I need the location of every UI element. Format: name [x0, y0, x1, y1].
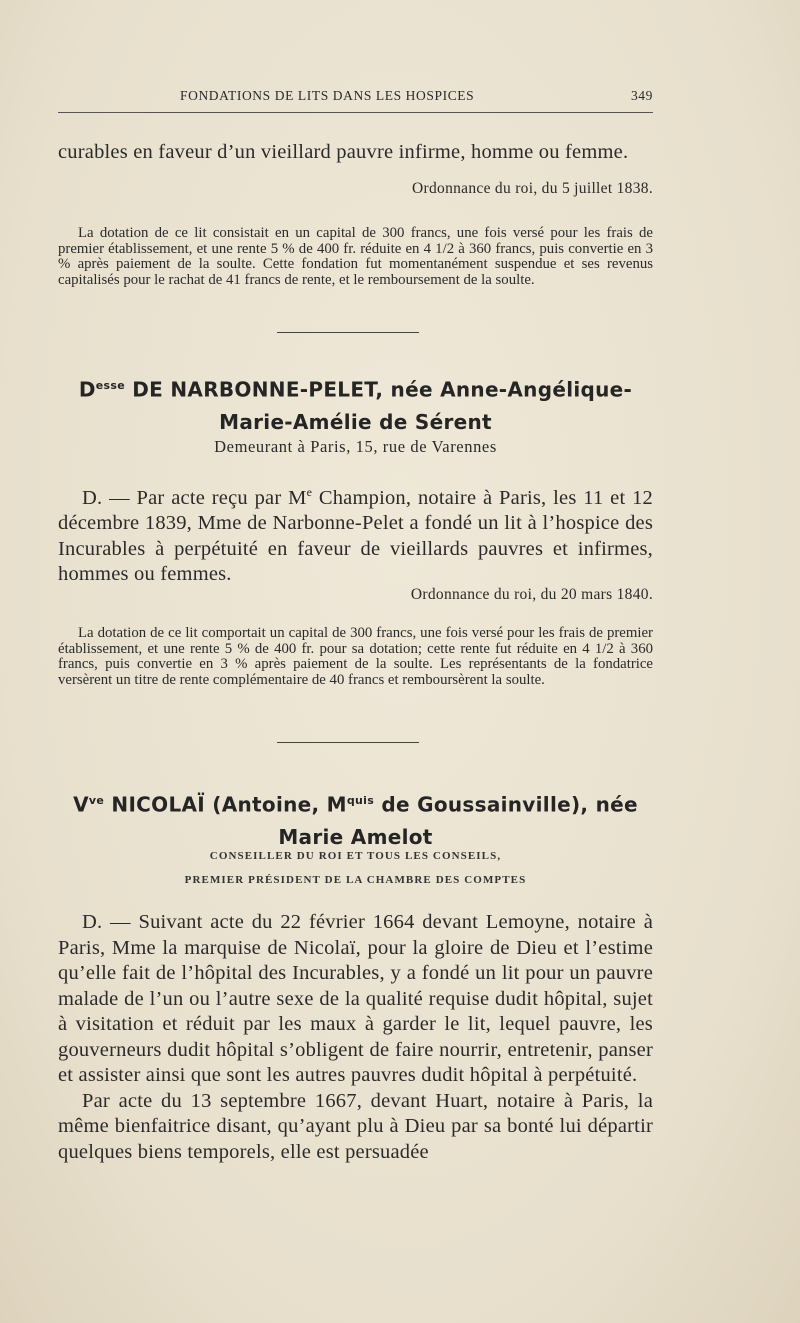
entry2-ordonnance: Ordonnance du roi, du 20 mars 1840.: [410, 586, 653, 603]
entry3-heading-sup: ve: [88, 794, 105, 807]
entry2-heading-line1: DE NARBONNE-PELET, née Anne-Angélique-: [124, 377, 633, 402]
separator-rule: [277, 742, 419, 743]
entry2-address: Demeurant à Paris, 15, rue de Varennes: [214, 437, 497, 456]
entry2-body-lead: D. — Par acte reçu par M: [82, 486, 307, 509]
entry3-title-line1: CONSEILLER DU ROI ET TOUS LES CONSEILS,: [209, 850, 502, 862]
entry3-title-line2: PREMIER PRÉSIDENT DE LA CHAMBRE DES COMPTES: [184, 874, 527, 886]
entry2-body-rest: Champion, notaire à Paris, les 11 et 12 décembre 1839, Mme de Narbonne-Pelet a fondé un lit à l’hospice des Incurables à perpétuité en faveur de vieillards pauvres et infirmes, hommes ou femmes.: [58, 486, 654, 586]
header-rule: [58, 112, 653, 113]
entry2-paragraph: [58, 480, 653, 588]
entry3-heading-part3: de Goussainville), née: [374, 792, 638, 817]
entry3-heading-sup2: quis: [346, 794, 375, 807]
entry2-note: La dotation de ce lit comportait un capital de 300 francs, une fois versé pour les frais de premier établissement, et une rente 5 % de 400 fr. pour sa dotation; cette rente fut réduite en 4 1/2 à 360 francs, puis convertie en 3 % après paiement de la soulte. Les représentants de la fondatrice versèrent un titre de rente complémentaire de 40 francs et remboursèrent la soulte.: [58, 625, 653, 688]
entry3-heading-part2: NICOLAÏ (Antoine, M: [104, 792, 347, 817]
entry2-body-sup: e: [306, 485, 313, 499]
page-number: 349: [630, 88, 653, 103]
entry3-paragraph1: D. — Suivant acte du 22 février 1664 devant Lemoyne, notaire à Paris, Mme la marquise de Nicolaï, pour la gloire de Dieu et l’estime qu’elle fait de l’hôpital des Incurables, y a fondé un lit pour un pauvre malade de l’un ou l’autre sexe de la qualité requise dudit hôpital, sujet à visitation et réduit par les maux à garder le lit, lequel pauvre, les gouverneurs dudit hôpital s’obligent de faire nourrir, entretenir, panser et assister ainsi que sont les autres pauvres dudit hôpital à perpétuité.: [58, 911, 653, 1086]
entry3-paragraph2: Par acte du 13 septembre 1667, devant Huart, notaire à Paris, la même bienfaitrice disant, qu’ayant plu à Dieu par sa bonté lui départir quelques biens temporels, elle est persuadée: [58, 1089, 653, 1163]
entry2-heading-line2: Marie-Amélie de Sérent: [219, 409, 492, 434]
entry2-body: [58, 480, 653, 588]
entry1-continuation: [58, 140, 653, 166]
entry2-heading-prefix: D: [78, 377, 96, 402]
entry1-ordonnance: Ordonnance du roi, du 5 juillet 1838.: [412, 180, 653, 197]
entry3-body: [58, 910, 653, 1165]
entry3-heading-line2: Marie Amelot: [278, 824, 433, 849]
entry2-heading-sup: esse: [95, 379, 125, 392]
entry2-heading: [58, 370, 653, 438]
separator-rule: [277, 332, 419, 333]
entry3-heading-prefix: V: [73, 792, 89, 817]
running-title: FONDATIONS DE LITS DANS LES HOSPICES: [180, 88, 475, 103]
entry1-continuation-text: curables en faveur d’un vieillard pauvre infirme, homme ou femme.: [58, 141, 629, 163]
entry1-note: La dotation de ce lit consistait en un capital de 300 francs, une fois versé pour les frais de premier établissement, et une rente 5 % de 400 fr. réduite en 4 1/2 à 360 francs, puis convertie en 3 % après paiement de la soulte. Cette fondation fut momentanément suspendue et ses revenus capitalisés pour le rachat de 41 francs de rente, et le remboursement de la soulte.: [58, 225, 653, 288]
entry3-heading: [58, 785, 653, 853]
